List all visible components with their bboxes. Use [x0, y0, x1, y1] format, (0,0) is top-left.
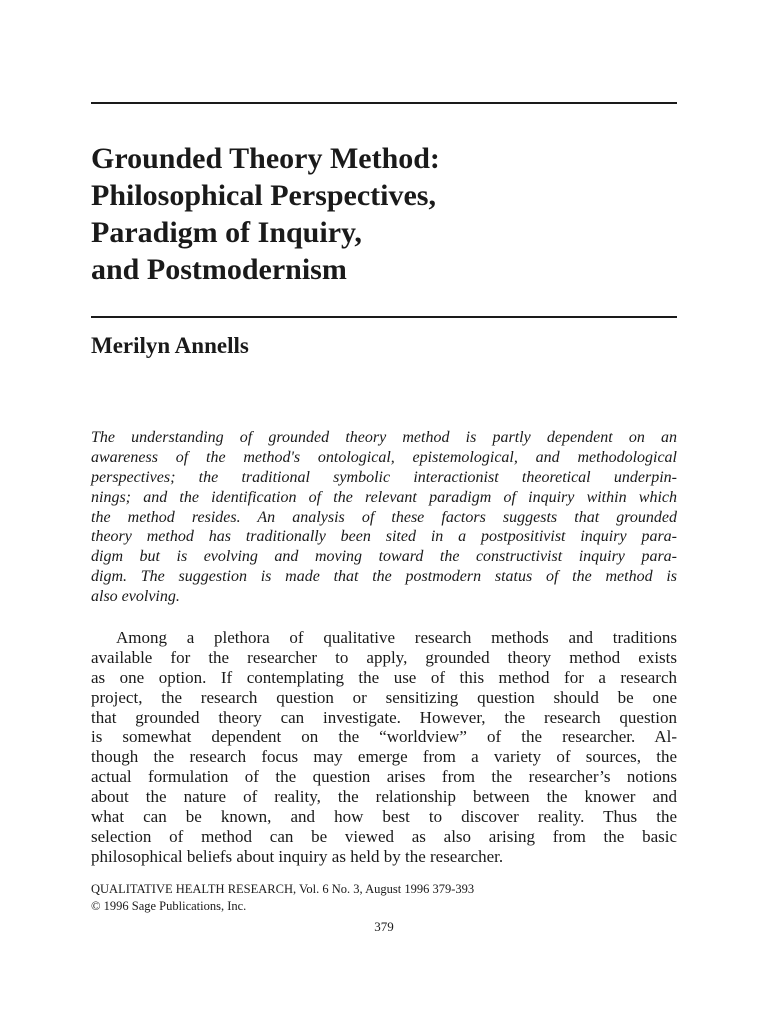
abstract-line: perspectives; the traditional symbolic interactionist theoretical underpin-	[91, 468, 677, 486]
copyright-notice: © 1996 Sage Publications, Inc.	[91, 899, 247, 913]
article-title	[91, 140, 681, 288]
abstract-line: digm. The suggestion is made that the postmodern status of the method is	[91, 568, 677, 586]
body-line: though the research focus may emerge from a variety of sources, the	[91, 747, 677, 767]
abstract-line: The understanding of grounded theory method is partly dependent on an	[91, 429, 677, 446]
title-line: Philosophical Perspectives,	[91, 179, 436, 212]
body-line: philosophical beliefs about inquiry as held by the researcher.	[91, 846, 504, 866]
body-line: available for the researcher to apply, grounded theory method exists	[91, 647, 677, 667]
body-line: selection of method can be viewed as also arising from the basic	[91, 826, 677, 846]
abstract-line: the method resides. An analysis of these factors suggests that grounded	[91, 508, 677, 526]
author-name: Merilyn Annells	[91, 333, 249, 358]
body-line: is somewhat dependent on the “worldview” of the researcher. Al-	[91, 727, 677, 747]
abstract-line: theory method has traditionally been sited in a postpositivist inquiry para-	[91, 528, 677, 546]
body-line: as one option. If contemplating the use of this method for a research	[91, 667, 677, 687]
body-line: actual formulation of the question arises from the researcher’s notions	[91, 767, 677, 787]
title-line: Grounded Theory Method:	[91, 142, 440, 175]
body-paragraph	[91, 628, 677, 867]
title-line: Paradigm of Inquiry,	[91, 216, 362, 249]
title-rule	[91, 316, 677, 318]
page-number: 379	[374, 919, 394, 934]
body-line: about the nature of reality, the relationship between the knower and	[91, 787, 677, 807]
journal-citation: QUALITATIVE HEALTH RESEARCH, Vol. 6 No. 3, August 1996 379-393	[91, 882, 475, 896]
top-rule	[91, 102, 677, 104]
abstract	[91, 428, 677, 607]
abstract-line: also evolving.	[91, 588, 180, 606]
body-line: Among a plethora of qualitative research methods and traditions	[116, 628, 677, 647]
title-line: and Postmodernism	[91, 253, 347, 286]
body-line: project, the research question or sensitizing question should be one	[91, 687, 677, 707]
body-line: what can be known, and how best to discover reality. Thus the	[91, 807, 677, 827]
abstract-line: digm but is evolving and moving toward the constructivist inquiry para-	[91, 548, 677, 566]
abstract-line: awareness of the method's ontological, epistemological, and methodological	[91, 448, 677, 466]
body-line: that grounded theory can investigate. However, the research question	[91, 707, 677, 727]
abstract-line: nings; and the identification of the relevant paradigm of inquiry within which	[91, 488, 677, 506]
journal-footer	[91, 881, 474, 915]
